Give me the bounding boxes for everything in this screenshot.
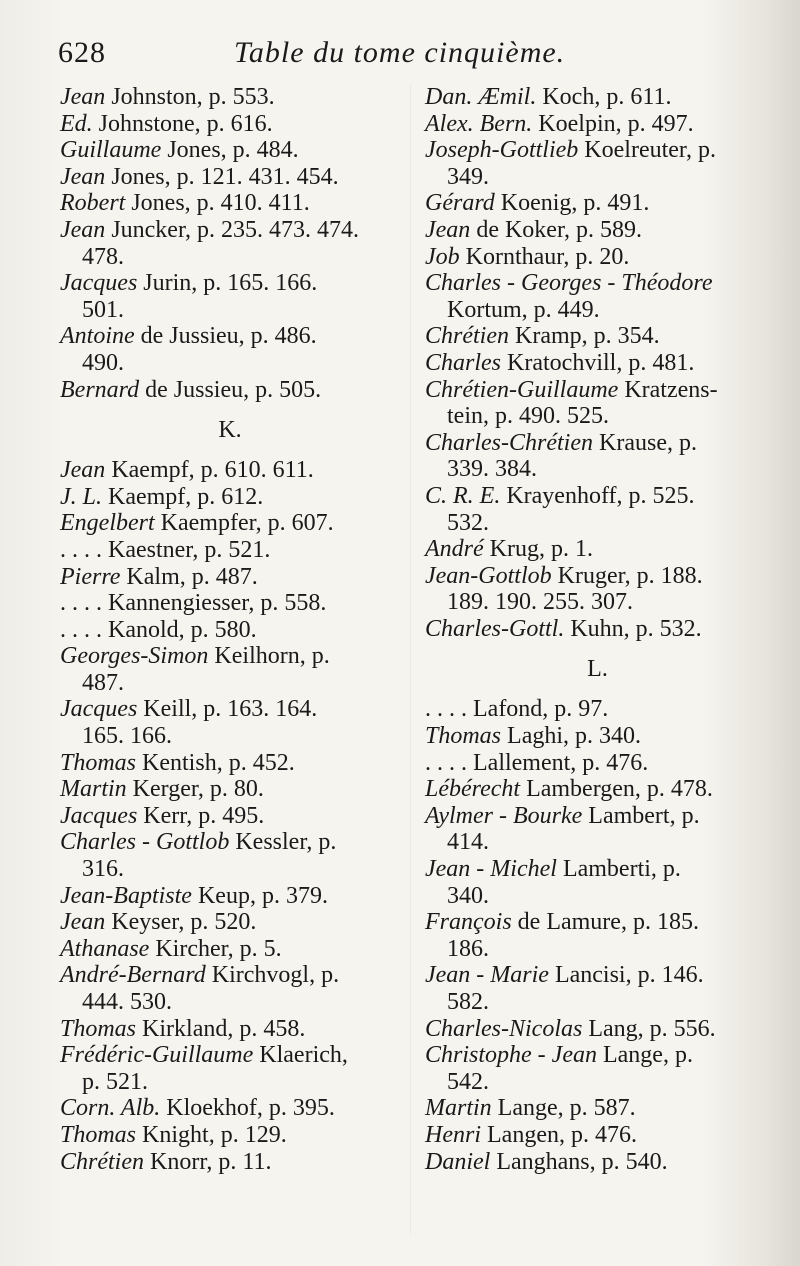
entry-text: Knight, p. 129.: [136, 1121, 287, 1148]
index-entry: [425, 270, 770, 297]
index-entry-continuation: [60, 1069, 400, 1096]
entry-text: Johnston, p. 553.: [105, 84, 275, 110]
entry-text: Jones, p. 484.: [161, 137, 299, 164]
index-entry: [425, 616, 770, 643]
index-entry: [425, 1122, 770, 1149]
section-letter: K.: [218, 417, 242, 444]
index-entry: [425, 350, 770, 377]
index-entry: [60, 537, 400, 564]
index-entry: [425, 217, 770, 244]
entry-text: Lange, p.: [596, 1042, 693, 1069]
entry-text: Keill, p. 163. 164.: [137, 696, 318, 723]
index-entry: [60, 164, 400, 191]
entry-text: Krayenhoff, p. 525.: [500, 482, 695, 509]
index-entry: [425, 377, 770, 404]
entry-text: Lancisi, p. 146.: [548, 962, 704, 989]
entry-text: Kerr, p. 495.: [137, 802, 265, 829]
given-name: Joseph-Gottlieb: [425, 137, 579, 164]
entry-text: 340.: [447, 882, 489, 909]
index-entry: [425, 803, 770, 830]
given-name: Henri: [425, 1121, 481, 1148]
given-name: Chrétien: [425, 323, 509, 350]
running-title: Table du tome cinquième.: [234, 36, 566, 69]
entry-text: . . . . Kanold, p. 580.: [60, 616, 257, 643]
given-name: Jean: [60, 163, 106, 190]
index-entry-continuation: [425, 936, 770, 963]
index-entry: [60, 590, 400, 617]
index-entry-continuation: [425, 456, 770, 483]
index-entry-continuation: [425, 510, 770, 537]
index-entry: [60, 564, 400, 591]
entry-text: Kirchvogl, p.: [205, 962, 340, 989]
given-name: Jean-Baptiste: [60, 882, 192, 909]
entry-text: Keilhorn, p.: [208, 643, 330, 670]
entry-text: . . . . Lallement, p. 476.: [425, 749, 649, 776]
index-entry: [60, 270, 400, 297]
entry-text: Kalm, p. 487.: [120, 563, 258, 590]
given-name: Pierre: [60, 563, 121, 590]
index-entry: [425, 323, 770, 350]
entry-text: Lange, p. 587.: [491, 1095, 636, 1122]
given-name: André-Bernard: [60, 962, 206, 989]
given-name: Charles-Gottl.: [425, 615, 565, 642]
given-name: Jean: [60, 84, 106, 110]
given-name: Chrétien: [60, 1148, 144, 1175]
index-entry-continuation: [60, 297, 400, 324]
entry-text: Kaempf, p. 612.: [102, 483, 264, 510]
index-entry: [60, 111, 400, 138]
index-entry-continuation: [425, 829, 770, 856]
entry-text: Kruger, p. 188.: [551, 562, 703, 589]
entry-text: de Lamure, p. 185.: [511, 909, 699, 936]
entry-text: 501.: [82, 296, 124, 323]
given-name: Jacques: [60, 696, 138, 723]
index-entry: [425, 137, 770, 164]
entry-text: Koenig, p. 491.: [494, 190, 650, 217]
entry-text: 444. 530.: [82, 989, 172, 1015]
given-name: Antoine: [60, 323, 135, 350]
index-entry: [425, 536, 770, 563]
index-entry: [60, 137, 400, 164]
entry-text: . . . . Kaestner, p. 521.: [60, 536, 271, 563]
index-entry-continuation: [425, 297, 770, 324]
index-entry: [425, 1149, 770, 1176]
index-entry: [425, 1016, 770, 1043]
index-entry: [425, 111, 770, 138]
entry-text: de Koker, p. 589.: [470, 216, 642, 243]
entry-text: 487.: [82, 669, 124, 696]
entry-text: Keup, p. 379.: [191, 882, 328, 909]
entry-text: Kirkland, p. 458.: [136, 1015, 306, 1042]
given-name: Alex. Bern.: [425, 110, 533, 137]
index-entry: [60, 484, 400, 511]
index-entry: [425, 483, 770, 510]
index-entry: [425, 190, 770, 217]
entry-text: Kessler, p.: [229, 829, 337, 856]
page-number: 628: [58, 36, 106, 69]
index-entry: [60, 1122, 400, 1149]
index-entry: [60, 323, 400, 350]
index-entry-continuation: [425, 883, 770, 910]
given-name: Thomas: [60, 1121, 137, 1148]
index-entry: [425, 750, 770, 777]
entry-text: Jones, p. 410. 411.: [125, 190, 310, 217]
given-name: Frédéric-Guillaume: [60, 1042, 254, 1069]
given-name: Jean-Gottlob: [425, 562, 552, 589]
given-name: Job: [425, 243, 460, 270]
entry-text: tein, p. 490. 525.: [447, 403, 609, 430]
given-name: Jean: [60, 216, 106, 243]
index-entry: [60, 617, 400, 644]
entry-text: Kramp, p. 354.: [509, 323, 660, 350]
entry-text: . . . . Kannengiesser, p. 558.: [60, 590, 327, 617]
index-entry-continuation: [425, 989, 770, 1016]
entry-text: Kornthaur, p. 20.: [459, 243, 630, 270]
entry-text: 478.: [82, 243, 124, 270]
index-entry: [60, 803, 400, 830]
index-entry: [60, 457, 400, 484]
given-name: Martin: [425, 1095, 492, 1122]
entry-text: 189. 190. 255. 307.: [447, 589, 633, 616]
index-entry: [60, 750, 400, 777]
given-name: Charles: [425, 349, 502, 376]
entry-text: Knorr, p. 11.: [144, 1148, 272, 1175]
given-name: Charles - Gottlob: [60, 829, 230, 856]
index-entry: [60, 883, 400, 910]
section-letter: L.: [587, 656, 608, 683]
given-name: Jean - Michel: [425, 856, 557, 883]
index-entry-continuation: [425, 164, 770, 191]
column-gutter: [410, 84, 411, 1234]
entry-text: 339. 384.: [447, 456, 537, 483]
index-entry: [425, 430, 770, 457]
entry-text: Langhans, p. 540.: [490, 1148, 668, 1175]
entry-text: Kuhn, p. 532.: [564, 615, 702, 642]
entry-text: Laghi, p. 340.: [501, 723, 642, 750]
index-entry: [60, 936, 400, 963]
entry-text: Langen, p. 476.: [481, 1121, 637, 1148]
given-name: Aylmer - Bourke: [425, 802, 583, 829]
entry-text: Kaempfer, p. 607.: [154, 510, 334, 537]
index-entry: [425, 962, 770, 989]
index-entry: [60, 962, 400, 989]
index-entry-continuation: [60, 350, 400, 377]
entry-text: Koelreuter, p.: [578, 137, 716, 164]
entry-text: Kortum, p. 449.: [447, 296, 600, 323]
index-entry: [425, 563, 770, 590]
index-entry: [60, 829, 400, 856]
given-name: Jean: [425, 216, 471, 243]
given-name: Corn. Alb.: [60, 1095, 161, 1122]
entry-text: Koelpin, p. 497.: [532, 110, 694, 137]
index-entry: [425, 1095, 770, 1122]
entry-text: Kratochvill, p. 481.: [501, 349, 695, 376]
index-entry: [60, 377, 400, 404]
entry-text: . . . . Lafond, p. 97.: [425, 696, 609, 723]
given-name: J. L.: [60, 483, 102, 510]
entry-text: p. 521.: [82, 1068, 148, 1095]
index-entry-continuation: [60, 244, 400, 271]
entry-text: de Jussieu, p. 505.: [139, 376, 322, 403]
index-entry: [425, 776, 770, 803]
entry-text: Juncker, p. 235. 473. 474.: [105, 216, 359, 243]
entry-text: Lamberti, p.: [556, 856, 681, 883]
given-name: Engelbert: [60, 510, 155, 537]
index-entry-continuation: [60, 723, 400, 750]
given-name: Jean - Marie: [425, 962, 549, 989]
given-name: André: [425, 536, 484, 563]
entry-text: 532.: [447, 509, 489, 536]
entry-text: Kloekhof, p. 395.: [160, 1095, 335, 1122]
index-entry-continuation: [60, 856, 400, 883]
index-entry-continuation: [60, 989, 400, 1016]
entry-text: Lang, p. 556.: [582, 1015, 716, 1042]
entry-text: 490.: [82, 349, 124, 376]
given-name: Dan. Æmil.: [425, 84, 537, 110]
given-name: François: [425, 909, 512, 936]
given-name: Ed.: [60, 110, 93, 137]
given-name: Chrétien-Guillaume: [425, 376, 619, 403]
given-name: Charles - Georges - Théodore: [425, 270, 713, 297]
entry-text: Klaerich,: [253, 1042, 348, 1069]
index-entry: [425, 1042, 770, 1069]
index-entry-continuation: [425, 589, 770, 616]
entry-text: Kratzens-: [618, 376, 718, 403]
given-name: Guillaume: [60, 137, 162, 164]
entry-text: Krause, p.: [593, 429, 697, 456]
entry-text: Lambert, p.: [582, 802, 700, 829]
entry-text: 186.: [447, 935, 489, 962]
given-name: C. R. E.: [425, 482, 501, 509]
given-name: Robert: [60, 190, 126, 217]
index-column-right: [425, 84, 770, 1175]
index-entry: [60, 190, 400, 217]
given-name: Lébérecht: [425, 776, 521, 803]
index-entry: [425, 244, 770, 271]
index-entry: [60, 1016, 400, 1043]
given-name: Jean: [60, 457, 106, 484]
given-name: Georges-Simon: [60, 643, 209, 670]
entry-text: Kaempf, p. 610. 611.: [105, 457, 314, 484]
index-entry: [425, 84, 770, 111]
entry-text: Keyser, p. 520.: [105, 909, 257, 936]
given-name: Jacques: [60, 270, 138, 297]
index-entry: [60, 696, 400, 723]
given-name: Bernard: [60, 376, 140, 403]
entry-text: 542.: [447, 1068, 489, 1095]
entry-text: Jones, p. 121. 431. 454.: [105, 163, 339, 190]
given-name: Martin: [60, 776, 127, 803]
index-entry-continuation: [425, 403, 770, 430]
entry-text: Krug, p. 1.: [483, 536, 593, 563]
entry-text: Jurin, p. 165. 166.: [137, 270, 318, 297]
index-entry: [60, 217, 400, 244]
index-entry: [425, 723, 770, 750]
entry-text: 414.: [447, 829, 489, 856]
index-entry: [60, 84, 400, 111]
index-entry: [60, 510, 400, 537]
given-name: Gérard: [425, 190, 495, 217]
given-name: Athanase: [60, 935, 150, 962]
index-entry: [425, 696, 770, 723]
given-name: Jean: [60, 909, 106, 936]
given-name: Christophe - Jean: [425, 1042, 597, 1069]
index-entry-continuation: [425, 1069, 770, 1096]
entry-text: Lambergen, p. 478.: [520, 776, 713, 803]
index-entry: [60, 643, 400, 670]
given-name: Daniel: [425, 1148, 491, 1175]
index-entry: [60, 909, 400, 936]
page-header: [58, 30, 758, 74]
entry-text: Kircher, p. 5.: [149, 935, 282, 962]
entry-text: Kerger, p. 80.: [126, 776, 264, 803]
entry-text: 316.: [82, 856, 124, 883]
entry-text: Kentish, p. 452.: [136, 749, 295, 776]
given-name: Charles-Chrétien: [425, 429, 593, 456]
index-entry: [425, 909, 770, 936]
entry-text: Koch, p. 611.: [536, 84, 672, 110]
entry-text: 349.: [447, 163, 489, 190]
index-entry: [60, 1095, 400, 1122]
given-name: Thomas: [425, 723, 502, 750]
entry-text: 582.: [447, 989, 489, 1015]
given-name: Jacques: [60, 802, 138, 829]
index-entry-continuation: [60, 670, 400, 697]
index-entry: [60, 1149, 400, 1176]
index-entry: [60, 776, 400, 803]
given-name: Charles-Nicolas: [425, 1015, 583, 1042]
index-entry: [425, 856, 770, 883]
entry-text: Johnstone, p. 616.: [92, 110, 273, 137]
given-name: Thomas: [60, 749, 137, 776]
index-column-left: [60, 84, 400, 1175]
entry-text: de Jussieu, p. 486.: [134, 323, 317, 350]
given-name: Thomas: [60, 1015, 137, 1042]
index-entry: [60, 1042, 400, 1069]
entry-text: 165. 166.: [82, 723, 172, 750]
